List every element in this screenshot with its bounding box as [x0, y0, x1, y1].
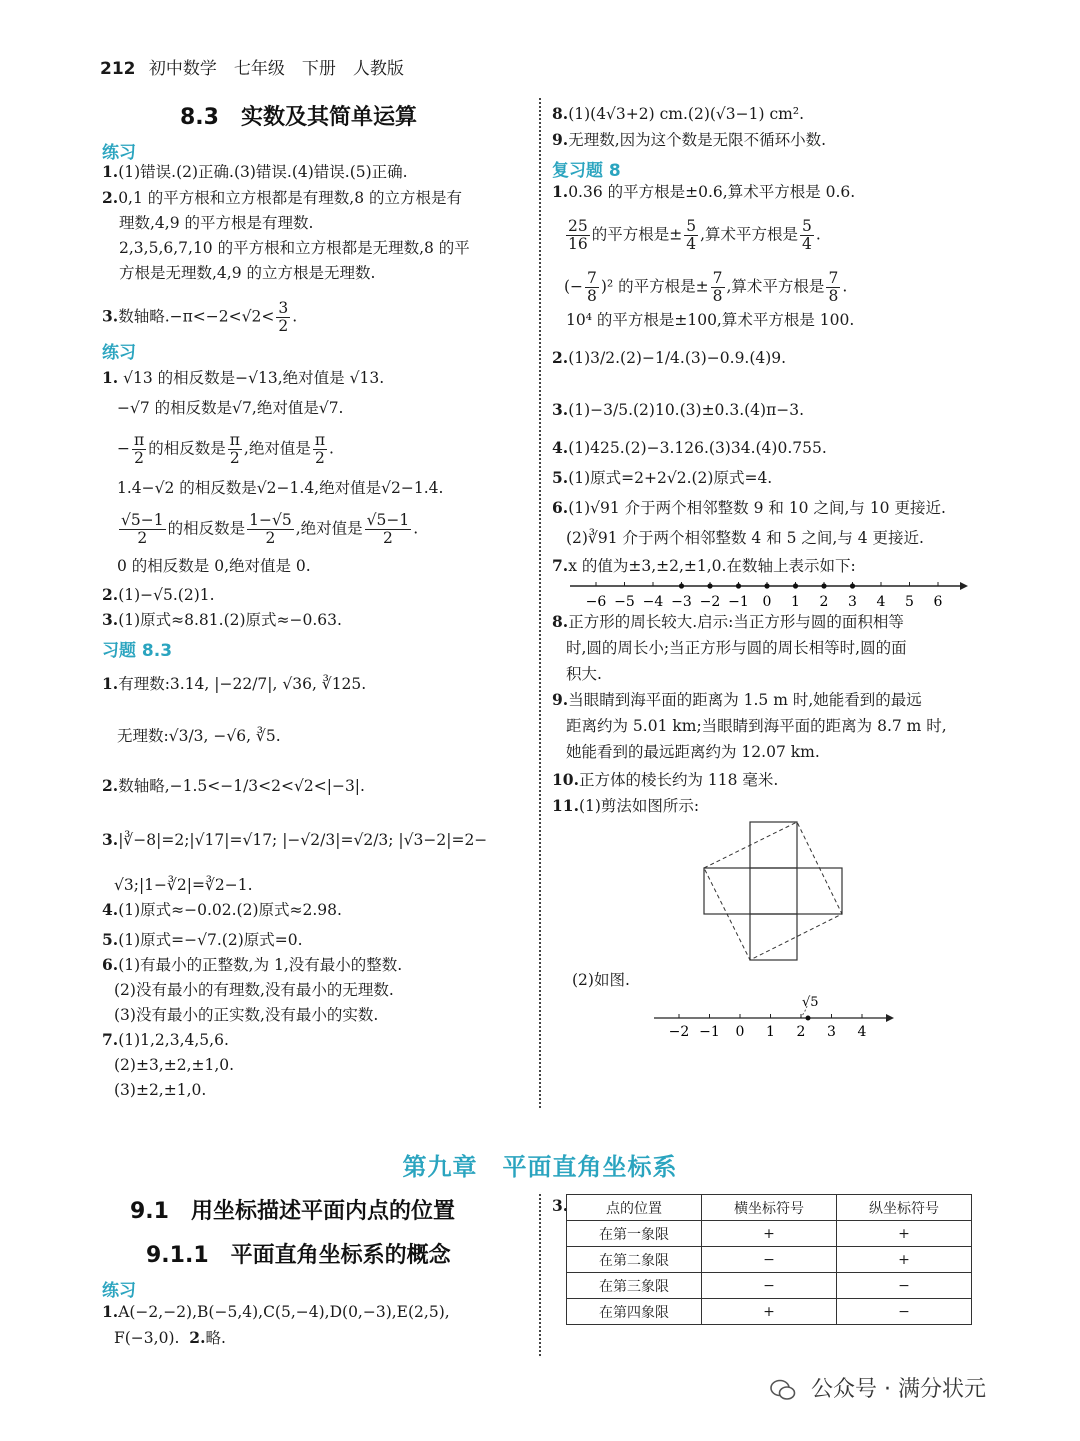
table-row [567, 1247, 972, 1273]
table-header: 纵坐标符号 [837, 1195, 972, 1221]
sqrt5-label: √5 [802, 995, 819, 1010]
answer-number: 3. [552, 1196, 569, 1215]
answer-line: 5.(1)原式=2+2√2.(2)原式=4. [552, 468, 773, 487]
answer-line: 无理数:√3/3, −√6, ∛5. [117, 727, 281, 745]
table-cell: − [702, 1247, 837, 1273]
axis-arrow [960, 582, 968, 590]
wechat-icon [770, 1379, 796, 1401]
answer-line: 4.(1)425.(2)−3.126.(3)34.(4)0.755. [552, 438, 827, 457]
watermark [770, 1372, 986, 1403]
answer-line: 3.(1)原式≈8.81.(2)原式≈−0.63. [102, 610, 342, 629]
section-title-9-1-1: 9.1.1 平面直角坐标系的概念 [146, 1243, 451, 1268]
answer-line: 1.(1)错误.(2)正确.(3)错误.(4)错误.(5)正确. [102, 162, 408, 181]
tick-label: 3 [827, 1024, 836, 1040]
tick-label: −3 [671, 594, 692, 610]
tick-label: 4 [876, 594, 886, 610]
tick-label: 6 [933, 594, 943, 610]
tick-label: −1 [699, 1024, 720, 1040]
fuxi-heading: 复习题 8 [552, 161, 621, 181]
answer-line: (3)±2,±1,0. [114, 1081, 207, 1099]
answer-line: 6.(1)有最小的正整数,为 1,没有最小的整数. [102, 955, 403, 974]
answer-line: 3.(1)−3/5.(2)10.(3)±0.3.(4)π−3. [552, 400, 805, 419]
lianxi-heading-1: 练习 [102, 143, 136, 163]
answer-line: 7.(1)1,2,3,4,5,6. [102, 1030, 229, 1049]
table-row [567, 1221, 972, 1247]
tick-label: −2 [668, 1024, 690, 1040]
answer-line: 2.数轴略,−1.5<−1/3<2<√2<|−3|. [102, 776, 365, 795]
tick-label: 3 [848, 594, 857, 610]
answer-line: 1.4−√2 的相反数是√2−1.4,绝对值是√2−1.4. [117, 479, 444, 497]
answer-line: √3;|1−∛2|=∛2−1. [114, 876, 253, 894]
page-header [100, 54, 404, 79]
column-divider [539, 98, 541, 1108]
table-cell: + [702, 1299, 837, 1325]
answer-line: 11.(1)剪法如图所示: [552, 796, 700, 815]
answer-line: (2)没有最小的有理数,没有最小的无理数. [114, 981, 394, 999]
solution-point [679, 583, 684, 588]
number-line-2 [650, 992, 900, 1042]
solution-point [793, 583, 798, 588]
column-divider [539, 1194, 541, 1356]
table-row [567, 1299, 972, 1325]
answer-line: 1.0.36 的平方根是±0.6,算术平方根是 0.6. [552, 182, 856, 201]
answer-line: 1.有理数:3.14, |−22/7|, √36, ∛125. [102, 674, 367, 693]
answer-line: 9.无理数,因为这个数是无限不循环小数. [552, 130, 827, 149]
answer-line: 2.(1)−√5.(2)1. [102, 585, 215, 604]
answer-line: 2.(1)3/2.(2)−1/4.(3)−0.9.(4)9. [552, 348, 787, 367]
lianxi-heading-3: 练习 [102, 1281, 136, 1301]
table-cell: − [702, 1273, 837, 1299]
answer-line: 4.(1)原式≈−0.02.(2)原式≈2.98. [102, 900, 342, 919]
tick-label: 2 [819, 594, 829, 610]
answer-line: − $\frac{\pi}{2}$ 的相反数是 $\frac{\pi}{2}$ ,绝对值是 $\frac{\pi}{2}$ . [117, 431, 334, 468]
answer-line: 9.当眼睛到海平面的距离为 1.5 m 时,她能看到的最远 [552, 690, 922, 709]
table-cell: + [702, 1221, 837, 1247]
solution-point [736, 583, 741, 588]
answer-line: 距离约为 5.01 km;当眼睛到海平面的距离为 8.7 m 时, [566, 717, 947, 735]
table-header-row [567, 1195, 972, 1221]
number-line-1 [566, 576, 976, 610]
solution-point [707, 583, 712, 588]
answer-line: 理数,4,9 的平方根是有理数. [119, 214, 314, 232]
answer-line: 方根是无理数,4,9 的立方根是无理数. [119, 264, 376, 282]
answer-line: $\frac{25}{16}$ 的平方根是± $\frac{5}{4}$ ,算术平方根是 $\frac{5}{4}$ . [568, 217, 821, 254]
chapter-title: 第九章 平面直角坐标系 [402, 1153, 678, 1181]
answer-line: 6.(1)√91 介于两个相邻整数 9 和 10 之间,与 10 更接近. [552, 498, 946, 517]
answer-line: −√7 的相反数是√7,绝对值是√7. [117, 399, 344, 417]
table-cell: − [837, 1273, 972, 1299]
table-cell: 在第四象限 [567, 1299, 702, 1325]
xiti-heading: 习题 8.3 [102, 641, 173, 661]
table-cell: 在第三象限 [567, 1273, 702, 1299]
answer-line: 10.正方体的棱长约为 118 毫米. [552, 770, 779, 789]
square-cut-diagram [700, 820, 850, 964]
watermark-text: 公众号 · 满分状元 [811, 1377, 986, 1402]
lianxi-heading-2: 练习 [102, 343, 136, 363]
book-title: 初中数学 七年级 下册 人教版 [148, 59, 404, 79]
tick-label: −5 [614, 594, 635, 610]
table-cell: − [837, 1299, 972, 1325]
answer-line: (2)如图. [572, 971, 630, 989]
cross-vertical [750, 822, 797, 960]
sqrt5-point [806, 1016, 811, 1021]
answer-line: 3.|∛−8|=2;|√17|=√17; |−√2/3|=√2/3; |√3−2|=2− [102, 830, 488, 849]
tick-label: 0 [762, 594, 772, 610]
dashed-square [704, 822, 842, 960]
answer-line: 5.(1)原式=−√7.(2)原式=0. [102, 930, 303, 949]
answer-line: (3)没有最小的正实数,没有最小的实数. [114, 1006, 379, 1024]
tick-label: 1 [766, 1024, 775, 1040]
section-title-8-3: 8.3 实数及其简单运算 [180, 105, 417, 130]
answer-line: 8.(1)(4√3+2) cm.(2)(√3−1) cm². [552, 104, 805, 123]
solution-point [850, 583, 855, 588]
solution-point [821, 583, 826, 588]
cross-horizontal [704, 868, 842, 914]
table-header: 横坐标符号 [702, 1195, 837, 1221]
quadrant-sign-table [566, 1194, 972, 1325]
table-header: 点的位置 [567, 1195, 702, 1221]
tick-label: −4 [642, 594, 664, 610]
answer-line: (2)∛91 介于两个相邻整数 4 和 5 之间,与 4 更接近. [566, 529, 924, 547]
answer-line: (− $\frac{7}{8}$ )² 的平方根是± $\frac{7}{8}$ ,算术平方根是 $\frac{7}{8}$ . [564, 269, 848, 306]
answer-line: 1. √13 的相反数是−√13,绝对值是 √13. [102, 368, 385, 387]
section-title-9-1: 9.1 用坐标描述平面内点的位置 [130, 1199, 455, 1224]
tick-label: 1 [791, 594, 800, 610]
solution-point [764, 583, 769, 588]
answer-line: 0 的相反数是 0,绝对值是 0. [117, 557, 311, 575]
table-cell: 在第一象限 [567, 1221, 702, 1247]
axis-arrow [886, 1014, 894, 1022]
tick-label: 5 [905, 594, 914, 610]
answer-line: 10⁴ 的平方根是±100,算术平方根是 100. [566, 311, 855, 329]
table-cell: 在第二象限 [567, 1247, 702, 1273]
tick-label: −6 [585, 594, 607, 610]
answer-line: $\frac{√5-1}{2}$ 的相反数是 $\frac{1-√5}{2}$ ,绝对值是 $\frac{√5-1}{2}$ . [121, 511, 419, 548]
tick-label: 2 [796, 1024, 806, 1040]
tick-label: 0 [735, 1024, 745, 1040]
answer-line: 2,3,5,6,7,10 的平方根和立方根都是无理数,8 的平 [119, 239, 470, 257]
tick-label: −2 [699, 594, 721, 610]
answer-line: 2.0,1 的平方根和立方根都是有理数,8 的立方根是有 [102, 188, 462, 207]
answer-line: 时,圆的周长小;当正方形与圆的周长相等时,圆的面 [566, 639, 907, 657]
answer-line: F(−3,0). 2.略. [114, 1328, 226, 1347]
answer-line: 积大. [566, 665, 602, 683]
answer-line: (2)±3,±2,±1,0. [114, 1056, 235, 1074]
tick-label: −1 [728, 594, 749, 610]
table-cell: + [837, 1247, 972, 1273]
answer-line: 1.A(−2,−2),B(−5,4),C(5,−4),D(0,−3),E(2,5), [102, 1302, 450, 1321]
answer-line: 3.数轴略.−π<−2<√2< $\frac{3}{2}$ . [102, 299, 298, 336]
table-row [567, 1273, 972, 1299]
answer-line: 7.x 的值为±3,±2,±1,0.在数轴上表示如下: [552, 556, 856, 575]
answer-line: 8.正方形的周长较大.启示:当正方形与圆的面积相等 [552, 612, 904, 631]
table-cell: + [837, 1221, 972, 1247]
page-number: 212 [100, 59, 136, 79]
tick-label: 4 [857, 1024, 867, 1040]
answer-line: 她能看到的最远距离约为 12.07 km. [566, 743, 820, 761]
